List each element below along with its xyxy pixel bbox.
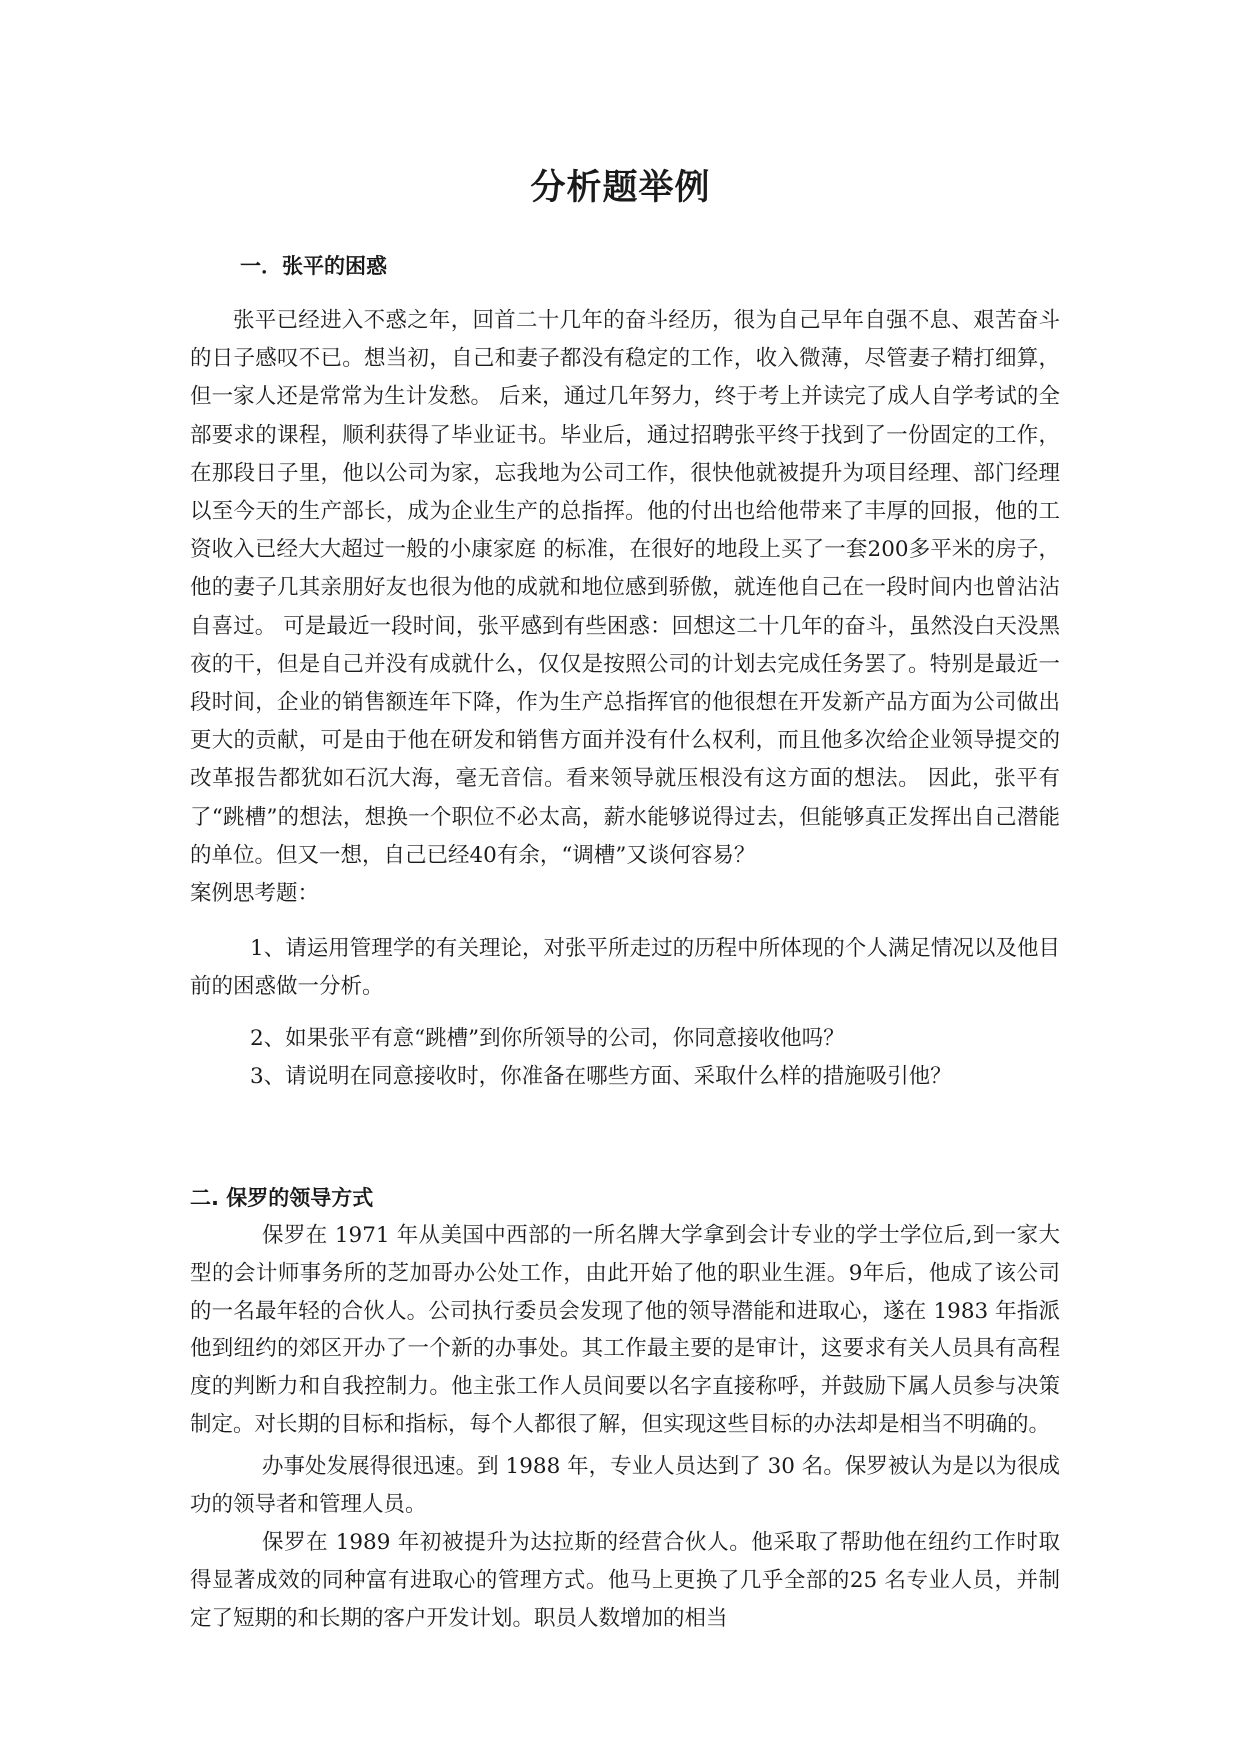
section-1-body: 张平已经进入不惑之年，回首二十几年的奋斗经历，很为自己早年自强不息、艰苦奋斗的日子感叹不已。想当初，自己和妻子都没有稳定的工作，收入微薄，尽管妻子精打细算，但一家人还是常常为生计发愁。 后来，通过几年努力，终于考上并读完了成人自学考试的全部要求的课程，顺利获得了毕业证书。毕业后，通过招聘张平终于找到了一份固定的工作，在那段日子里，他以公司为家，忘我地为公司工作，很快他就被提升为项目经理、部门经理以至今天的生产部长，成为企业生产的总指挥。他的付出也给他带来了丰厚的回报，他的工资收入已经大大超过一般的小康家庭 的标准，在很好的地段上买了一套200多平米的房子，他的妻子几其亲朋好友也很为他的成就和地位感到骄傲，就连他自己在一段时间内也曾沾沾自喜过。 可是最近一段时间，张平感到有些困惑：回想这二十几年的奋斗，虽然没白天没黑夜的干，但是自己并没有成就什么，仅仅是按照公司的计划去完成任务罢了。特别是最近一段时间，企业的销售额连年下降，作为生产总指挥官的他很想在开发新产品方面为公司做出更大的贡献，可是由于他在研发和销售方面并没有什么权利，而且他多次给企业领导提交的改革报告都犹如石沉大海，毫无音信。看来领导就压根没有这方面的想法。 因此，张平有了“跳槽”的想法，想换一个职位不必太高，薪水能够说得过去，但能够真正发挥出自己潜能的单位。但又一想，自己已经40有余，“调槽”又谈何容易？ [190,308,1060,868]
case-questions-label: 案例思考题： [190,881,320,906]
question-1: 1、请运用管理学的有关理论，对张平所走过的历程中所体现的个人满足情况以及他目前的困惑做一分析。 [190,936,1060,1000]
section-2-paragraph-3: 保罗在 1989 年初被提升为达拉斯的经营合伙人。他采取了帮助他在纽约工作时取得显著成效的同种富有进取心的管理方式。他马上更换了几乎全部的25 名专业人员，并制定了短期的和长期的客户开发计划。职员人数增加的相当 [190,1530,1060,1631]
page-title: 分析题举例 [530,168,711,208]
section-2-paragraph-1: 保罗在 1971 年从美国中西部的一所名牌大学拿到会计专业的学士学位后,到一家大型的会计师事务所的芝加哥办公处工作，由此开始了他的职业生涯。9年后，他成了该公司的一名最年轻的合伙人。公司执行委员会发现了他的领导潜能和进取心，遂在 1983 年指派他到纽约的郊区开办了一个新的办事处。其工作最主要的是审计，这要求有关人员具有高程度的判断力和自我控制力。他主张工作人员间要以名字直接称呼，并鼓励下属人员参与决策制定。对长期的目标和指标，每个人都很了解，但实现这些目标的办法却是相当不明确的。 [190,1223,1060,1437]
section-1-heading: 一．张平的困惑 [240,254,387,278]
question-3: 3、请说明在同意接收时，你准备在哪些方面、采取什么样的措施吸引他？ [250,1064,952,1089]
question-2: 2、如果张平有意“跳槽”到你所领导的公司，你同意接收他吗？ [250,1026,845,1051]
section-2-paragraph-2: 办事处发展得很迅速。到 1988 年，专业人员达到了 30 名。保罗被认为是以为很成功的领导者和管理人员。 [190,1454,1060,1517]
section-2-heading: 二. 保罗的领导方式 [190,1186,374,1210]
